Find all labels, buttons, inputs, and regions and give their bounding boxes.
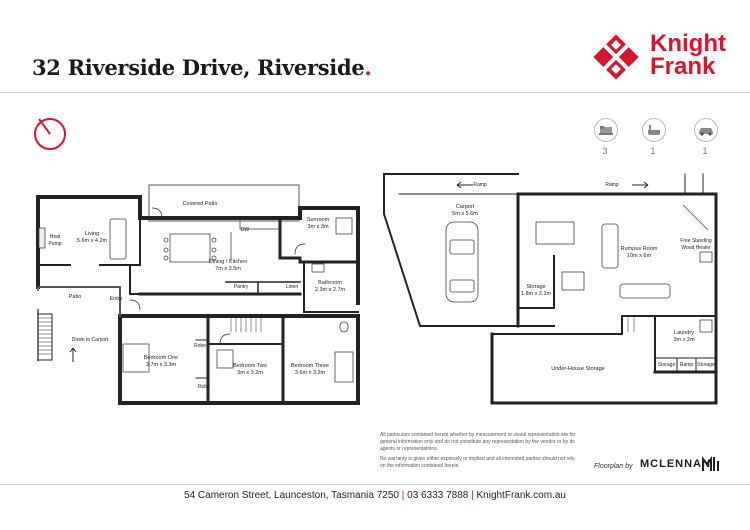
room-sunroom-label: Sunroom	[306, 217, 330, 223]
heat-pump-label: Heat Pump	[48, 234, 62, 247]
room-dining-kitchen-size: 7m x 3.5m	[215, 266, 241, 272]
pantry-label: Pantry	[233, 284, 249, 290]
room-laundry-size: 3m x 2m	[673, 337, 695, 343]
room-bedroom-three-label: Bedroom Three	[290, 363, 330, 369]
room-carport	[440, 204, 490, 218]
room-rumpus	[614, 246, 664, 260]
room-storage-label: Storage	[526, 284, 546, 290]
robe-label-2: Robe	[198, 384, 210, 390]
disclaimer	[380, 432, 580, 473]
mclennan-logo: MCLENNAN	[640, 458, 711, 470]
floorplan-by-label: Floorplan by	[594, 463, 633, 470]
robe-label-1: Robe	[194, 343, 206, 349]
room-bedroom-two-label: Bedroom Two	[233, 363, 267, 369]
room-sunroom	[296, 217, 340, 231]
room-covered-patio: Covered Patio	[182, 201, 218, 207]
room-bedroom-two	[226, 363, 274, 377]
property-address: 32 Riverside Drive, Riverside.	[32, 55, 372, 80]
room-bedroom-one-label: Bedroom One	[143, 355, 179, 361]
storage-label-b: Storage	[697, 362, 715, 368]
patio-label: Patio	[68, 294, 82, 300]
stairs-arrow-icon	[69, 346, 77, 364]
room-bathroom	[308, 280, 352, 294]
ramp-label-1: Ramp	[473, 182, 487, 188]
footer-divider	[0, 484, 750, 485]
footer-separator-1: |	[401, 490, 405, 501]
ramp-label-2: Ramp	[605, 182, 619, 188]
room-under-house-storage: Under-House Storage	[551, 366, 605, 372]
wood-heater-label: Free Standing Wood Heater	[680, 238, 712, 251]
bathroom-count: 1	[650, 146, 656, 156]
ramp-label-3: Ramp	[679, 362, 694, 368]
room-bedroom-one	[136, 355, 186, 369]
dishwasher-label: DW	[240, 227, 250, 233]
ramp-arrow-right-icon	[630, 181, 650, 189]
room-dining-kitchen	[198, 259, 258, 273]
room-rumpus-label: Rumpus Room	[620, 246, 658, 252]
room-living	[62, 231, 122, 245]
room-bedroom-two-size: 3m x 3.2m	[237, 370, 263, 376]
entry-label: Entry	[109, 296, 123, 302]
footer	[0, 490, 750, 501]
room-dining-kitchen-label: Dining / Kitchen	[208, 259, 248, 265]
website-link[interactable]: KnightFrank.com.au	[476, 490, 566, 501]
room-bedroom-three	[284, 363, 336, 377]
room-living-label: Living	[84, 231, 100, 237]
room-bedroom-one-size: 3.7m x 3.3m	[145, 362, 177, 368]
room-storage	[516, 284, 556, 298]
room-storage-size: 1.8m x 2.2m	[520, 291, 552, 297]
room-carport-label: Carport	[455, 204, 475, 210]
linen-label: Linen	[285, 284, 299, 290]
bedroom-count: 3	[602, 146, 608, 156]
brand-line-2: Frank	[650, 53, 716, 80]
mclennan-mark-icon	[702, 456, 720, 472]
room-laundry	[664, 330, 704, 344]
brand-line-1: Knight	[650, 30, 726, 57]
room-carport-size: 5m x 5.6m	[452, 211, 478, 217]
room-bathroom-label: Bathroom	[318, 280, 342, 286]
room-bathroom-size: 2.3m x 2.7m	[314, 287, 346, 293]
down-to-carport-label: Down to Carport	[71, 337, 109, 343]
room-laundry-label: Laundry	[674, 330, 694, 336]
room-living-size: 5.6m x 4.2m	[76, 238, 108, 244]
office-address: 54 Cameron Street, Launceston, Tasmania 7250	[184, 490, 399, 501]
storage-label-a: Storage	[657, 362, 676, 368]
footer-separator-2: |	[471, 490, 474, 501]
office-phone[interactable]: 03 6333 7888	[407, 490, 469, 501]
room-rumpus-size: 10m x 6m	[626, 253, 652, 259]
room-bedroom-three-size: 3.6m x 3.2m	[294, 370, 326, 376]
disclaimer-paragraph-2: No warranty is given either expressly or implied and all interested parties should not rely on the information contained herein.	[380, 456, 575, 469]
room-sunroom-size: 3m x 3m	[307, 224, 329, 230]
disclaimer-paragraph-1: All particulars contained herein whether by measurement or visual representation are for general information only and do not constitute any representation by the vendor or by its agents or representations.	[380, 432, 576, 452]
carport-count: 1	[702, 146, 708, 156]
